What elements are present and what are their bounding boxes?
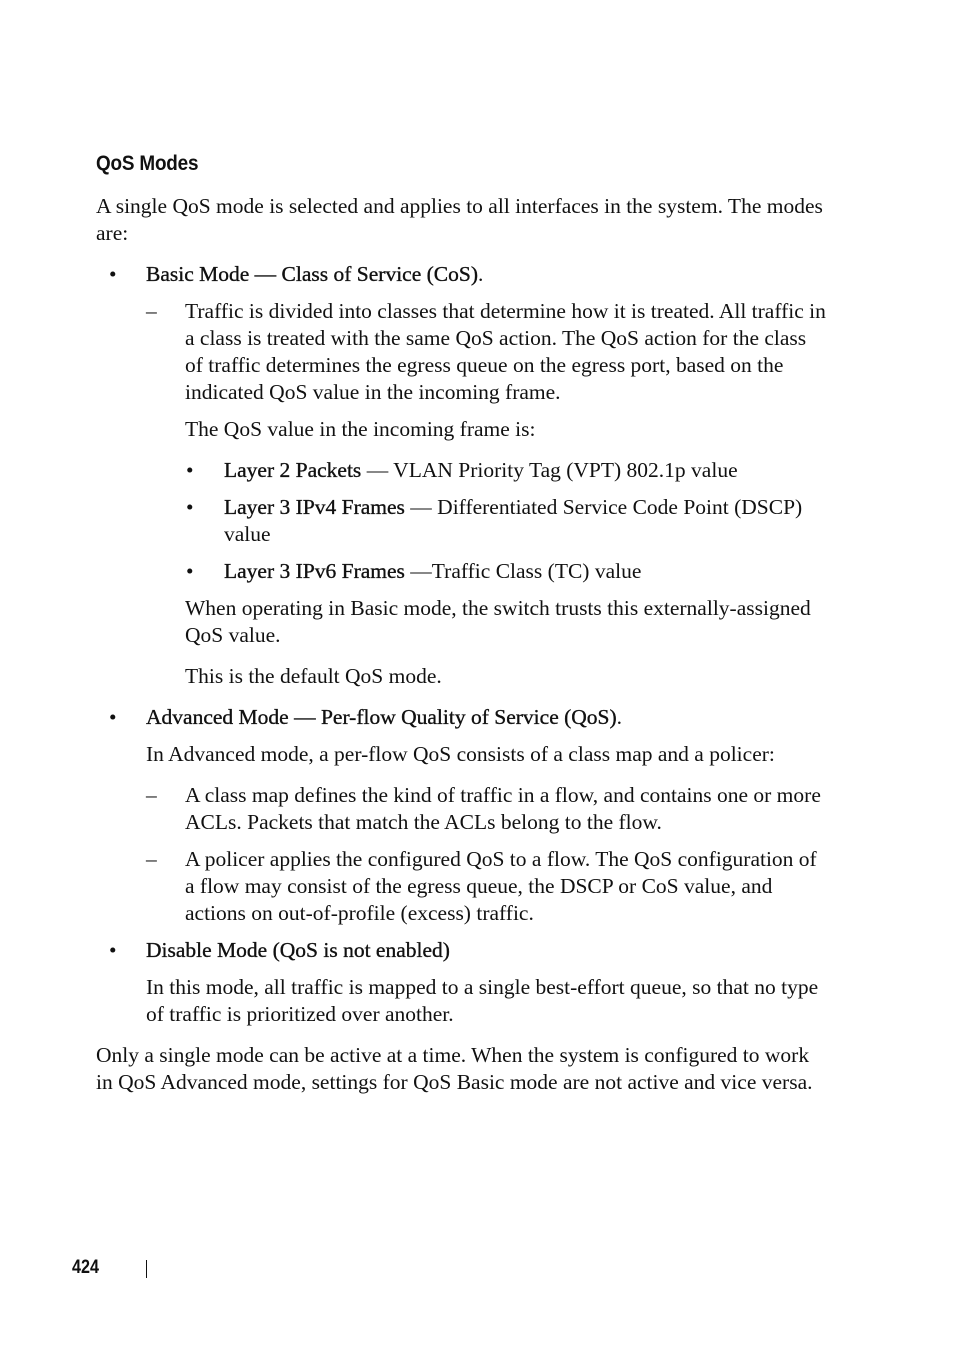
layer3-ipv4-term: Layer 3 IPv4 Frames [224, 495, 405, 519]
list-item-layer2 [96, 457, 826, 484]
list-item-layer3-ipv4 [96, 494, 826, 548]
intro-paragraph: A single QoS mode is selected and applies to all interfaces in the system. The modes are: [96, 194, 823, 245]
dash-marker: – [146, 299, 157, 323]
basic-mode-description: Traffic is divided into classes that determine how it is treated. All traffic in a class is treated with the same QoS action. The QoS action for the class of traffic determines the egress queue on the egress port, based on the indicated QoS value in the incoming frame. [185, 299, 826, 404]
bullet-marker: • [109, 705, 117, 729]
layer3-ipv4-text: — Differentiated Service Code Point (DSCP) value [224, 495, 803, 546]
layer2-text: — VLAN Priority Tag (VPT) 802.1p value [361, 458, 738, 482]
disable-mode-description: In this mode, all traffic is mapped to a single best-effort queue, so that no type of traffic is prioritized over another. [146, 975, 819, 1026]
bullet-marker: • [109, 262, 117, 286]
advanced-mode-title: Advanced Mode — Per-flow Quality of Service (QoS) [146, 705, 617, 729]
advanced-mode-description: In Advanced mode, a per-flow QoS consists of a class map and a policer: [146, 742, 775, 766]
disable-mode-title: Disable Mode (QoS is not enabled) [146, 938, 450, 962]
section-heading: QoS Modes [96, 152, 199, 175]
qos-value-intro: The QoS value in the incoming frame is: [185, 417, 536, 441]
dash-marker: – [146, 783, 157, 807]
list-item-class-map [96, 782, 826, 836]
list-item-layer3-ipv6 [96, 558, 826, 585]
list-item-policer [96, 846, 826, 927]
bullet-marker: • [186, 495, 194, 519]
default-mode-paragraph: This is the default QoS mode. [185, 664, 442, 688]
layer3-ipv6-term: Layer 3 IPv6 Frames [224, 559, 405, 583]
bullet-marker: • [186, 458, 194, 482]
closing-paragraph: Only a single mode can be active at a time. When the system is configured to work in QoS Advanced mode, settings for QoS Basic mode are not active and vice versa. [96, 1043, 813, 1094]
layer3-ipv6-text: —Traffic Class (TC) value [404, 559, 642, 583]
list-item-basic-mode [96, 261, 826, 288]
class-map-text: A class map defines the kind of traffic in a flow, and contains one or more ACLs. Packets that match the ACLs belong to the flow. [185, 783, 821, 834]
bullet-marker: • [186, 559, 194, 583]
page-number: 424 [72, 1257, 99, 1278]
bullet-marker: • [109, 938, 117, 962]
footer-divider [146, 1260, 147, 1278]
trust-paragraph: When operating in Basic mode, the switch trusts this externally-assigned QoS value. [185, 596, 811, 647]
list-item-disable-mode [96, 937, 826, 964]
list-item-advanced-mode [96, 704, 826, 731]
advanced-mode-title-end: . [616, 705, 623, 729]
list-item-basic-description [96, 298, 826, 406]
basic-mode-title: Basic Mode — Class of Service (CoS) [146, 262, 479, 286]
policer-text: A policer applies the configured QoS to a flow. The QoS configuration of a flow may consist of the egress queue, the DSCP or CoS value, and actions on out-of-profile (excess) traffic. [185, 847, 817, 925]
section-body [96, 193, 826, 1096]
basic-mode-title-end: . [478, 262, 484, 286]
dash-marker: – [146, 847, 157, 871]
layer2-term: Layer 2 Packets [224, 458, 362, 482]
